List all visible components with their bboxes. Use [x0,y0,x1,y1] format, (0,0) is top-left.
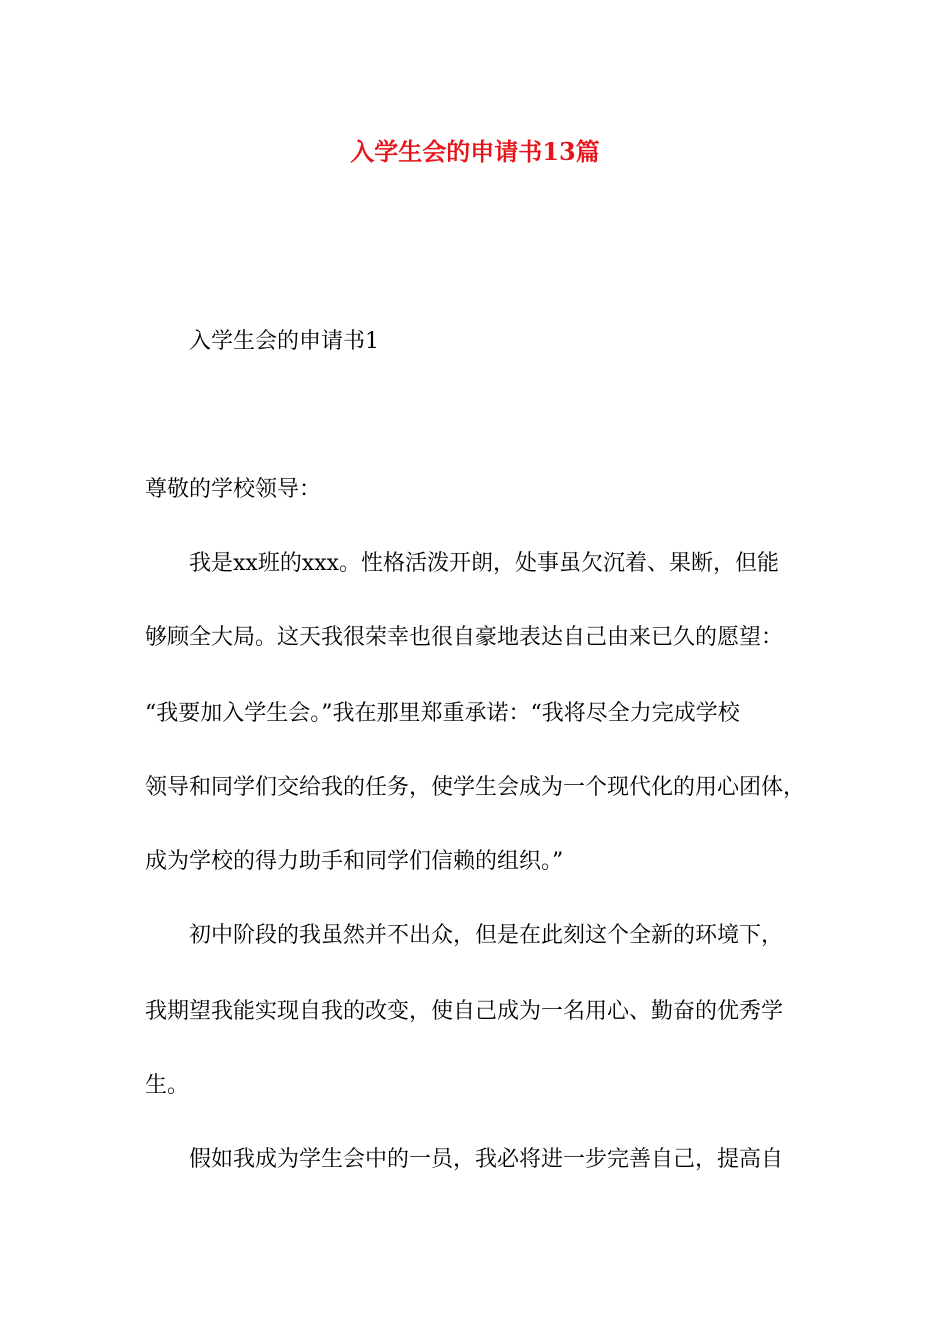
paragraph-line: 成为学校的得力助手和同学们信赖的组织。” [145,849,564,874]
paragraph-line: 假如我成为学生会中的一员，我必将进一步完善自己，提高自 [189,1147,784,1172]
paragraph-line: “我要加入学生会。”我在那里郑重承诺：“我将尽全力完成学校 [145,701,740,726]
salutation: 尊敬的学校领导： [145,477,322,502]
section-heading: 入学生会的申请书1 [189,329,379,354]
paragraph-line: 初中阶段的我虽然并不出众，但是在此刻这个全新的环境下， [189,923,784,948]
paragraph-line: 我是xx班的xxx。性格活泼开朗，处事虽欠沉着、果断，但能 [189,551,780,576]
paragraph-line: 够顾全大局。这天我很荣幸也很自豪地表达自己由来已久的愿望： [145,625,784,650]
document-title: 入学生会的申请书13篇 [350,137,600,166]
paragraph-line: 领导和同学们交给我的任务，使学生会成为一个现代化的用心团体， [145,775,806,800]
paragraph-line: 我期望我能实现自我的改变，使自己成为一名用心、勤奋的优秀学 [145,999,784,1024]
paragraph-line: 生。 [145,1073,190,1098]
